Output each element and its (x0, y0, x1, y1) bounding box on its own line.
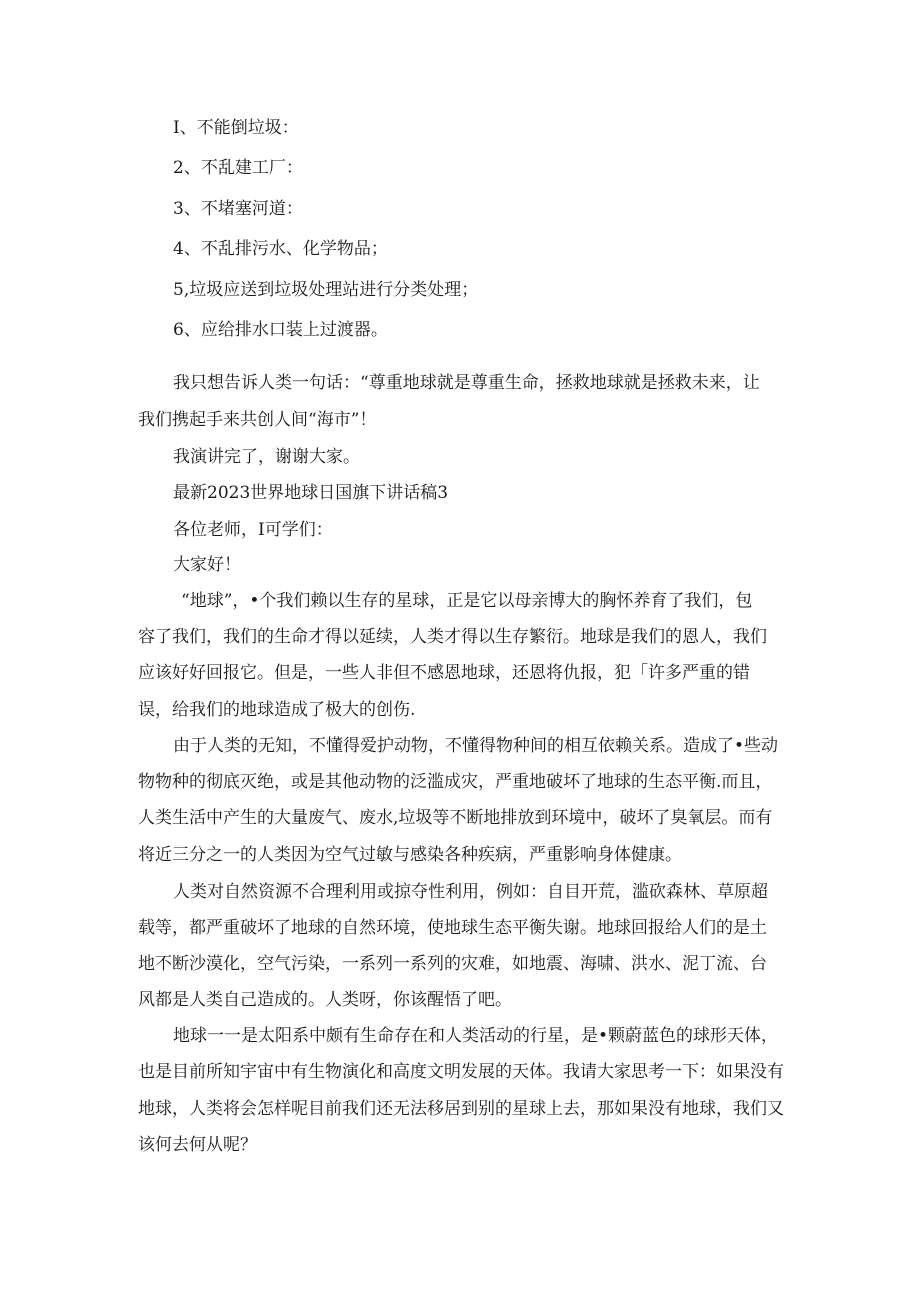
list-item: 5,垃圾应送到垃圾处理站进行分类处理； (173, 280, 479, 300)
paragraph-line: 我只想告诉人类一句话：“尊重地球就是尊重生命，拯救地球就是拯救未来，让 (173, 373, 760, 393)
list-item: 2、不乱建工厂： (173, 158, 303, 178)
paragraph-line: 物物种的彻底灭绝，或是其他动物的泛滥成灾，严重地破坏了地球的生态平衡.而且， (138, 772, 773, 792)
paragraph-line: 误，给我们的地球造成了极大的创伤. (138, 700, 416, 720)
list-item: I、不能倒垃圾： (173, 118, 299, 138)
list-item: 3、不堵塞河道： (173, 199, 303, 219)
list-item: 4、不乱排污水、化学物品； (173, 239, 388, 259)
greeting: 大家好！ (173, 555, 241, 575)
list-item: 6、应给排水口装上过渡器。 (173, 320, 388, 340)
closing-line: 我演讲完了，谢谢大家。 (173, 447, 360, 467)
paragraph-line: 地球，人类将会怎样呢目前我们还无法移居到别的星球上去，那如果没有地球，我们又 (138, 1099, 784, 1119)
paragraph-line: 容了我们，我们的生命才得以延续，人类才得以生存繁衍。地球是我们的恩人，我们 (138, 627, 767, 647)
paragraph-line: 地球一一是太阳系中颇有生命存在和人类活动的行星，是•颗蔚蓝色的球形天体， (173, 1026, 779, 1046)
paragraph-line: 风都是人类自己造成的。人类呀，你该醒悟了吧。 (138, 990, 512, 1010)
paragraph-line: “地球”，•个我们赖以生存的星球，正是它以母亲博大的胸怀养育了我们，包 (181, 591, 753, 611)
paragraph-line: 由于人类的无知，不懂得爱护动物，不懂得物种间的相互依赖关系。造成了•些动 (173, 736, 779, 756)
salutation: 各位老师，I可学们： (173, 520, 333, 540)
paragraph-line: 该何去何从呢？ (138, 1135, 257, 1155)
paragraph-line: 也是目前所知宇宙中有生物演化和高度文明发展的天体。我请大家思考一下：如果没有 (138, 1062, 784, 1082)
paragraph-line: 人类生活中产生的大量废气、废水,垃圾等不断地排放到环境中，破坏了臭氧层。而有 (138, 808, 773, 828)
paragraph-line: 将近三分之一的人类因为空气过敏与感染各种疾病，严重影响身体健康。 (138, 845, 682, 865)
paragraph-line: 人类对自然资源不合理利用或掠夺性利用，例如：自目开荒，滥砍森林、草原超 (173, 882, 768, 902)
paragraph-line: 应该好好回报它。但是，一些人非但不感恩地球，还恩将仇报，犯「许多严重的错 (138, 663, 750, 683)
paragraph-line: 地不断沙漠化，空气污染，一系列一系列的灾难，如地震、海啸、洪水、泥丁流、台 (138, 954, 767, 974)
section-title: 最新2023世界地球日国旗下讲话稿3 (173, 483, 449, 503)
paragraph-line: 我们携起手来共创人间“海市”！ (138, 410, 377, 430)
paragraph-line: 载等，都严重破坏了地球的自然环境，使地球生态平衡失谢。地球回报给人们的是土 (138, 918, 767, 938)
